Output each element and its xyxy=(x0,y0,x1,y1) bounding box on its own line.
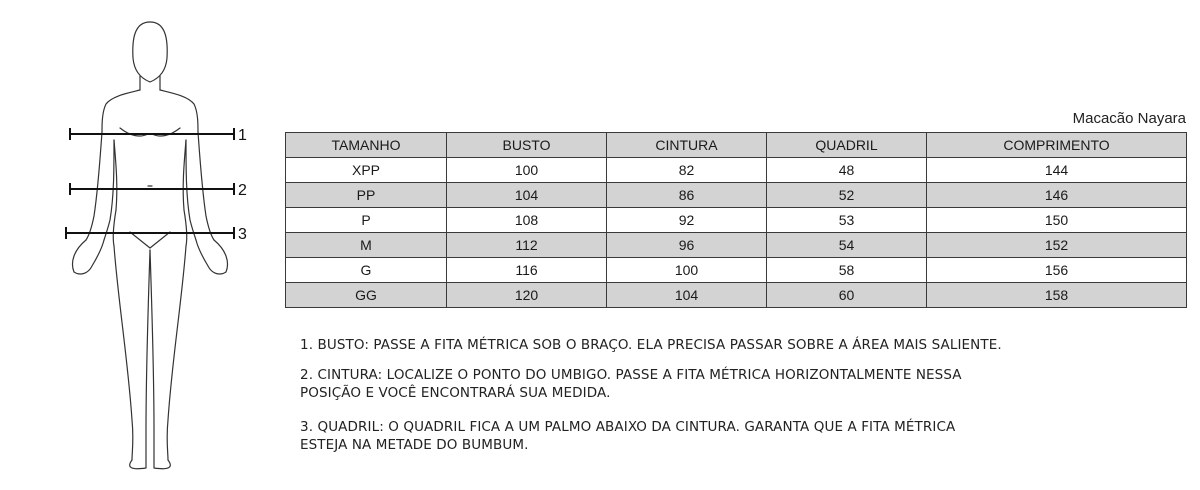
hip-marker-number: 3 xyxy=(238,226,247,243)
body-measurement-figure xyxy=(40,0,280,490)
bust-cell: 108 xyxy=(447,208,607,233)
table-header-row xyxy=(286,133,1187,158)
length-cell: 144 xyxy=(927,158,1187,183)
length-cell: 152 xyxy=(927,233,1187,258)
waist-cell: 82 xyxy=(607,158,767,183)
instruction-waist: 2. CINTURA: LOCALIZE O PONTO DO UMBIGO. PASSE A FITA MÉTRICA HORIZONTALMENTE NESSA POSIÇÃO E VOCÊ ENCONTRARÁ SUA MEDIDA. xyxy=(300,367,962,401)
waist-cell: 100 xyxy=(607,258,767,283)
size-cell: PP xyxy=(286,183,447,208)
waist-cell: 96 xyxy=(607,233,767,258)
size-cell: GG xyxy=(286,283,447,308)
bust-cell: 112 xyxy=(447,233,607,258)
table-row xyxy=(286,208,1187,233)
waist-cell: 86 xyxy=(607,183,767,208)
header-busto: BUSTO xyxy=(447,133,607,158)
bust-cell: 104 xyxy=(447,183,607,208)
size-cell: G xyxy=(286,258,447,283)
header-quadril: QUADRIL xyxy=(767,133,927,158)
waist-cell: 104 xyxy=(607,283,767,308)
hip-cell: 60 xyxy=(767,283,927,308)
table-row xyxy=(286,158,1187,183)
size-cell: P xyxy=(286,208,447,233)
product-name: Macacão Nayara xyxy=(1072,110,1186,127)
bust-cell: 120 xyxy=(447,283,607,308)
table-row xyxy=(286,258,1187,283)
instruction-bust: 1. BUSTO: PASSE A FITA MÉTRICA SOB O BRAÇO. ELA PRECISA PASSAR SOBRE A ÁREA MAIS SALIENTE. xyxy=(300,337,1002,353)
instruction-hip: 3. QUADRIL: O QUADRIL FICA A UM PALMO ABAIXO DA CINTURA. GARANTA QUE A FITA MÉTRICA ESTEJA NA METADE DO BUMBUM. xyxy=(300,419,956,453)
size-cell: M xyxy=(286,233,447,258)
length-cell: 150 xyxy=(927,208,1187,233)
hip-cell: 52 xyxy=(767,183,927,208)
hip-cell: 48 xyxy=(767,158,927,183)
bust-cell: 100 xyxy=(447,158,607,183)
header-cintura: CINTURA xyxy=(607,133,767,158)
table-row xyxy=(286,283,1187,308)
length-cell: 156 xyxy=(927,258,1187,283)
length-cell: 146 xyxy=(927,183,1187,208)
bust-marker-number: 1 xyxy=(238,127,247,144)
table-row xyxy=(286,233,1187,258)
length-cell: 158 xyxy=(927,283,1187,308)
bust-cell: 116 xyxy=(447,258,607,283)
size-table xyxy=(285,132,1187,308)
waist-cell: 92 xyxy=(607,208,767,233)
size-cell: XPP xyxy=(286,158,447,183)
table-row xyxy=(286,183,1187,208)
waist-marker-number: 2 xyxy=(238,182,247,199)
measurement-instructions xyxy=(300,336,1180,466)
hip-cell: 58 xyxy=(767,258,927,283)
header-tamanho: TAMANHO xyxy=(286,133,447,158)
hip-cell: 54 xyxy=(767,233,927,258)
hip-cell: 53 xyxy=(767,208,927,233)
header-comprimento: COMPRIMENTO xyxy=(927,133,1187,158)
body-outline-illustration xyxy=(40,0,280,490)
